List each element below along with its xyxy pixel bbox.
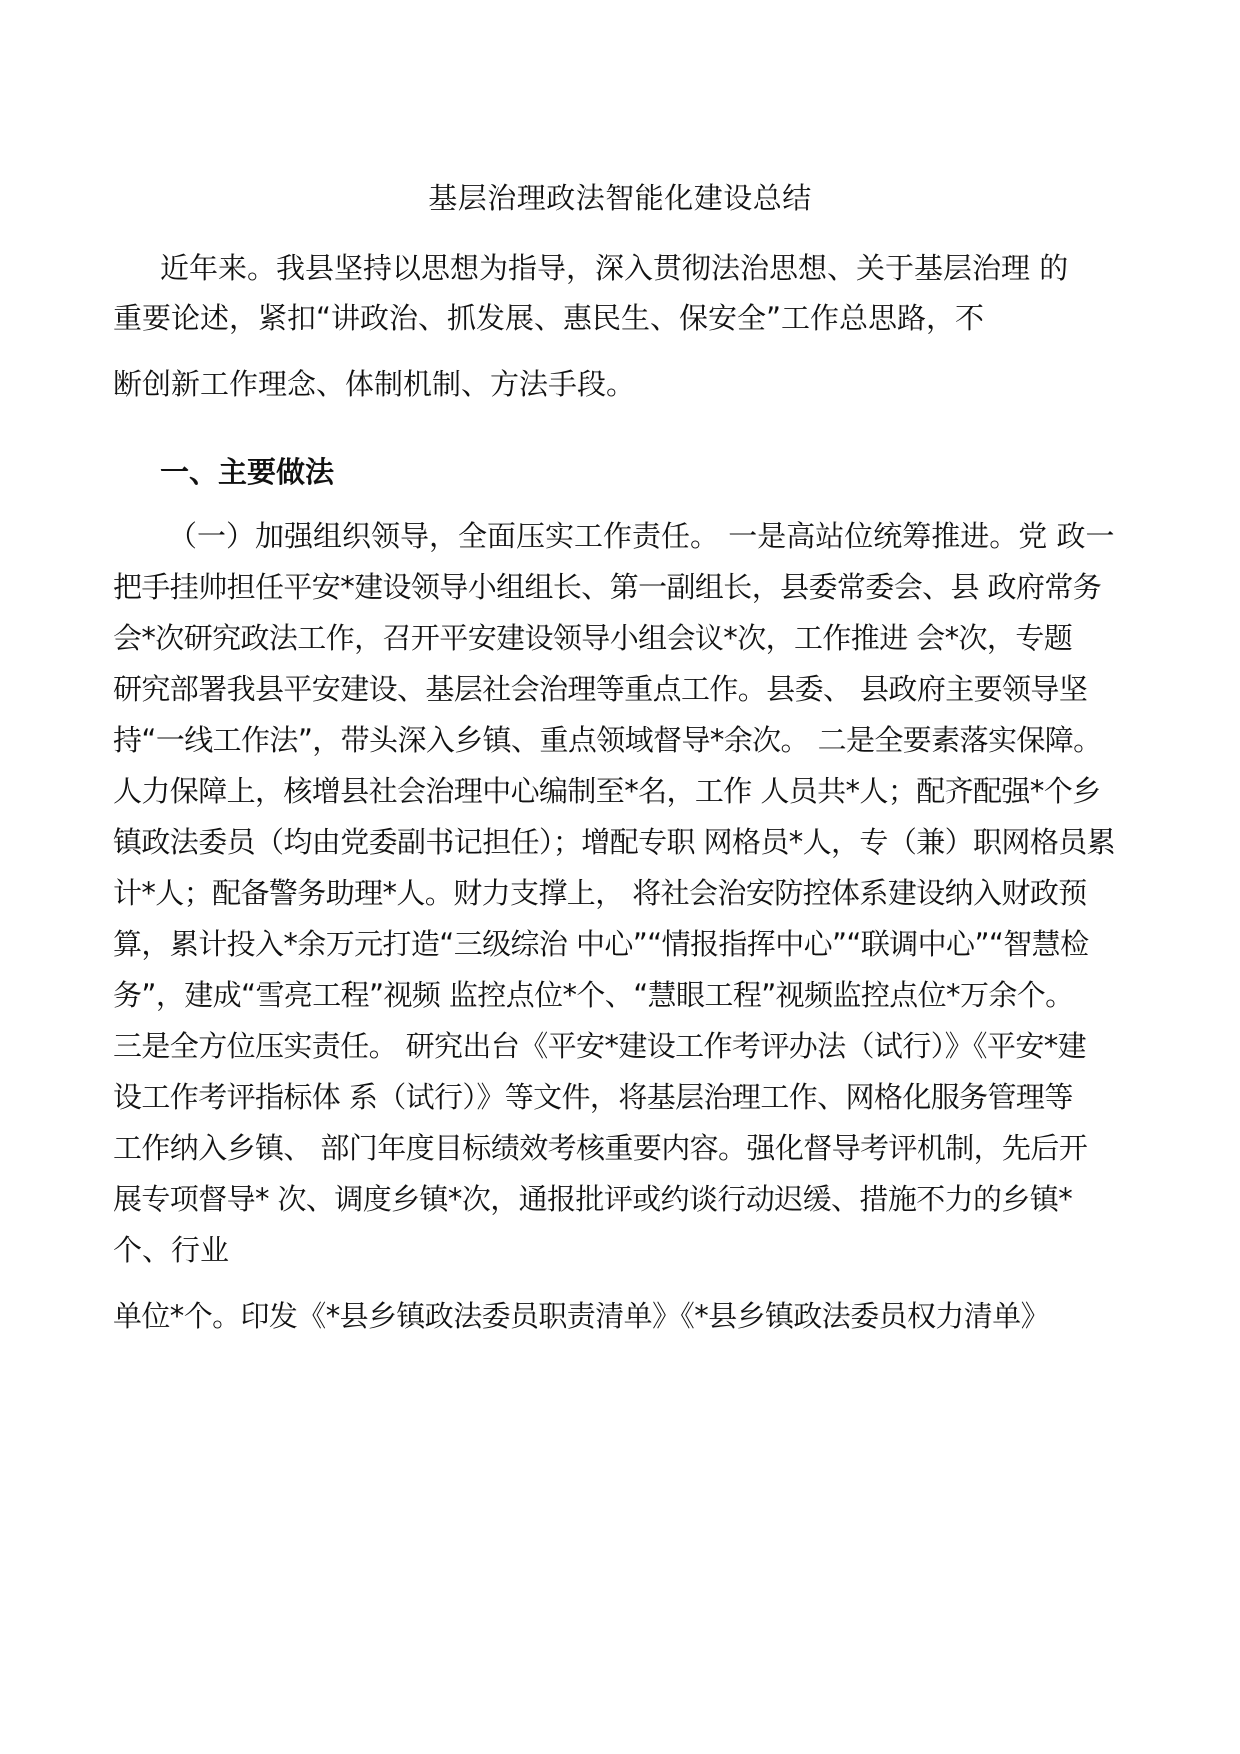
body-line-12: 设工作考评指标体 系（试行）》等文件，将基层治理工作、网格化服务管理等 [113, 1080, 1073, 1114]
body-line-13: 工作纳入乡镇、 部门年度目标绩效考核重要内容。强化督导考评机制，先后开 [113, 1131, 1088, 1165]
body-line-9: 算，累计投入*余万元打造“三级综治 中心”“情报指挥中心”“联调中心”“智慧检 [113, 927, 1089, 961]
body-line-3: 会*次研究政法工作，召开平安建设领导小组会议*次，工作推进 会*次，专题 [113, 621, 1073, 655]
body-line-5: 持“一线工作法”，带头深入乡镇、重点领域督导*余次。 二是全要素落实保障。 [113, 723, 1102, 757]
intro-line-2: 重要论述，紧扣“讲政治、抓发展、惠民生、保安全”工作总思路，不 [113, 301, 985, 335]
intro-line-3: 断创新工作理念、体制机制、方法手段。 [113, 367, 636, 401]
body-line-10: 务”，建成“雪亮工程”视频 监控点位*个、“慧眼工程”视频监控点位*万余个。 [113, 978, 1074, 1012]
body-line-8: 计*人；配备警务助理*人。财力支撑上， 将社会治安防控体系建设纳入财政预 [113, 876, 1087, 910]
body-line-2: 把手挂帅担任平安*建设领导小组组长、第一副组长，县委常委会、县 政府常务 [113, 570, 1102, 604]
body-line-7: 镇政法委员（均由党委副书记担任）；增配专职 网格员*人，专（兼）职网格员累 [113, 825, 1116, 859]
body-last-line: 单位*个。印发《*县乡镇政法委员职责清单》《*县乡镇政法委员权力清单》 [113, 1299, 1050, 1333]
body-line-1: （一）加强组织领导，全面压实工作责任。 一是高站位统筹推进。党 政一 [168, 519, 1115, 553]
section-heading: 一、主要做法 [160, 455, 335, 489]
body-line-6: 人力保障上，核增县社会治理中心编制至*名，工作 人员共*人；配齐配强*个乡 [113, 774, 1101, 808]
intro-line-1: 近年来。我县坚持以思想为指导，深入贯彻法治思想、关于基层治理 的 [160, 251, 1069, 285]
body-line-14: 展专项督导* 次、调度乡镇*次，通报批评或约谈行动迟缓、措施不力的乡镇* [113, 1182, 1073, 1216]
body-line-11: 三是全方位压实责任。 研究出台《平安*建设工作考评办法（试行）》《平安*建 [113, 1029, 1087, 1063]
body-line-4: 研究部署我县平安建设、基层社会治理等重点工作。县委、 县政府主要领导坚 [113, 672, 1088, 706]
body-line-15: 个、行业 [113, 1233, 230, 1267]
document-title: 基层治理政法智能化建设总结 [428, 181, 812, 215]
